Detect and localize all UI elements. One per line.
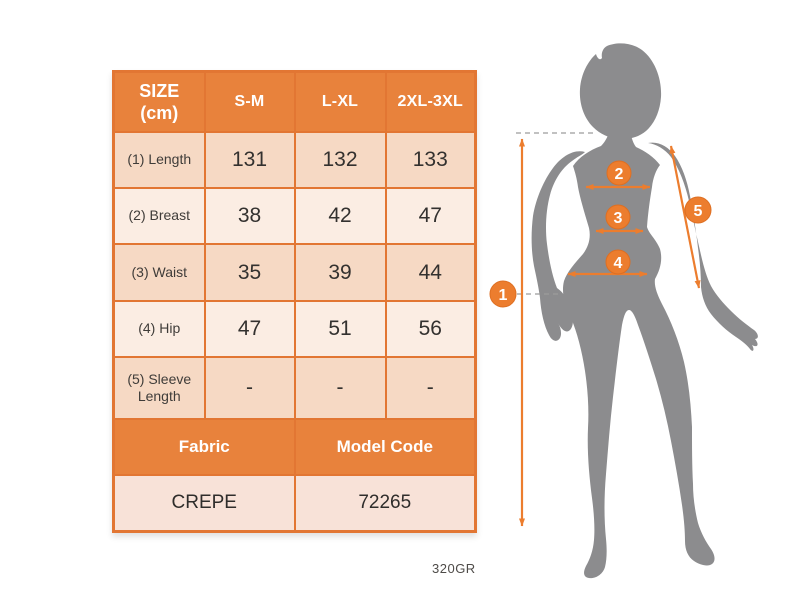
- size-value: -: [295, 357, 386, 419]
- marker-4-label: 4: [613, 255, 623, 272]
- table-row-sleeve-length: [114, 357, 476, 419]
- table-row-hip: [114, 301, 476, 357]
- weight-note: 320GR: [432, 561, 476, 576]
- row-label: (5) Sleeve Length: [114, 357, 205, 419]
- size-table: [112, 70, 477, 533]
- row-label: (4) Hip: [114, 301, 205, 357]
- size-value: 51: [295, 301, 386, 357]
- size-unit-header: [114, 72, 205, 133]
- marker-3-label: 3: [613, 210, 623, 227]
- table-footer-value-row: [114, 475, 476, 532]
- size-value: 56: [386, 301, 476, 357]
- size-value: 131: [205, 132, 295, 188]
- size-value: 39: [295, 244, 386, 301]
- row-label: (3) Waist: [114, 244, 205, 301]
- column-header-2xl3xl: 2XL-3XL: [386, 72, 476, 133]
- marker-5-label: 5: [693, 203, 703, 220]
- marker-4: [606, 250, 630, 274]
- size-value: 47: [205, 301, 295, 357]
- size-header-line2: (cm): [140, 103, 179, 123]
- size-value: 47: [386, 188, 476, 244]
- marker-1-label: 1: [498, 287, 508, 304]
- table-footer-header-row: [114, 419, 476, 475]
- marker-2-label: 2: [614, 166, 624, 183]
- model-code-header: Model Code: [295, 419, 476, 475]
- column-header-lxl: L-XL: [295, 72, 386, 133]
- body-silhouette-icon: [532, 43, 758, 578]
- table-row-breast: [114, 188, 476, 244]
- size-value: 132: [295, 132, 386, 188]
- model-code-value: 72265: [295, 475, 476, 532]
- marker-2: [607, 161, 631, 185]
- size-header-line1: SIZE: [139, 80, 180, 101]
- marker-1: [490, 281, 516, 307]
- size-value: -: [386, 357, 476, 419]
- marker-5: [685, 197, 711, 223]
- size-value: 38: [205, 188, 295, 244]
- marker-3: [606, 205, 630, 229]
- fabric-header: Fabric: [114, 419, 295, 475]
- size-value: 35: [205, 244, 295, 301]
- table-row-length: [114, 132, 476, 188]
- column-header-sm: S-M: [205, 72, 295, 133]
- fabric-value: CREPE: [114, 475, 295, 532]
- row-label: (2) Breast: [114, 188, 205, 244]
- table-row-waist: [114, 244, 476, 301]
- size-value: -: [205, 357, 295, 419]
- size-value: 42: [295, 188, 386, 244]
- row-label: (1) Length: [114, 132, 205, 188]
- size-value: 44: [386, 244, 476, 301]
- size-value: 133: [386, 132, 476, 188]
